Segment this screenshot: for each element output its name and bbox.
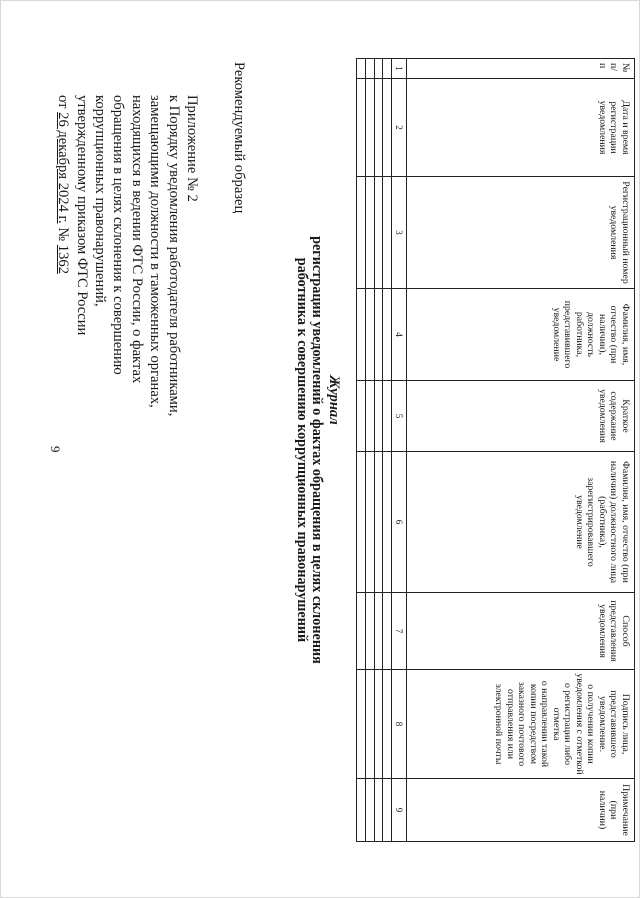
page-number: 9 xyxy=(48,446,63,453)
table-cell xyxy=(383,381,392,452)
table-cell xyxy=(357,779,366,842)
column-header: Способ представления уведомления xyxy=(407,593,635,670)
table-row xyxy=(383,59,392,842)
table-cell xyxy=(374,452,383,593)
header-line: Приложение № 2 xyxy=(184,95,200,202)
table-cell xyxy=(383,593,392,670)
header-line: обращения в целях склонения к совершению xyxy=(110,95,127,375)
column-header-part: о регистрации либо отметка xyxy=(551,682,574,766)
table-cell xyxy=(374,177,383,289)
table-row xyxy=(365,59,374,842)
table-cell xyxy=(374,593,383,670)
column-header-part: о направлении такой копии посредством заказного почтового отправления или электронной почты xyxy=(493,680,551,768)
column-number: 9 xyxy=(392,779,407,842)
table-cell xyxy=(383,289,392,381)
column-number-row xyxy=(392,59,407,842)
table-row xyxy=(374,59,383,842)
table-cell xyxy=(383,670,392,779)
table-cell xyxy=(365,452,374,593)
column-header-part: о получении копии уведомления с отметкой xyxy=(574,673,597,775)
table-cell xyxy=(383,452,392,593)
table-cell xyxy=(357,593,366,670)
number-prefix: № xyxy=(55,227,72,242)
column-header: Дата и время регистрации уведомления xyxy=(407,79,635,177)
header-line: утвержденному приказом ФТС России xyxy=(73,95,90,336)
table-cell xyxy=(357,59,366,79)
column-header-signature xyxy=(407,670,635,779)
column-number: 4 xyxy=(392,289,407,381)
table-cell xyxy=(365,670,374,779)
table-cell xyxy=(365,593,374,670)
journal-subtitle xyxy=(294,200,324,700)
header-line: к Порядку уведомления работодателя работниками, xyxy=(165,95,182,417)
column-number: 5 xyxy=(392,381,407,452)
table-cell xyxy=(374,381,383,452)
column-number: 2 xyxy=(392,79,407,177)
table-cell xyxy=(357,177,366,289)
header-line: находящихся в ведении ФТС России, о фактах xyxy=(128,95,145,384)
column-number: 7 xyxy=(392,593,407,670)
table-cell xyxy=(374,59,383,79)
journal-title: Журнал xyxy=(326,375,342,425)
table-cell xyxy=(365,779,374,842)
header-line: коррупционных правонарушений, xyxy=(91,95,108,307)
column-header: № п/п xyxy=(407,59,635,79)
column-number: 8 xyxy=(392,670,407,779)
subtitle-line: регистрации уведомлений о фактах обращения в целях склонения xyxy=(309,236,325,664)
table-cell xyxy=(383,79,392,177)
table-cell xyxy=(357,79,366,177)
column-header: Примечание (при наличии) xyxy=(407,779,635,842)
order-number: 1362 xyxy=(55,244,72,274)
table-cell xyxy=(357,381,366,452)
order-date-line xyxy=(54,95,72,415)
table-cell xyxy=(365,79,374,177)
table-cell xyxy=(357,289,366,381)
table-cell xyxy=(365,177,374,289)
table-cell xyxy=(365,381,374,452)
table-cell xyxy=(365,59,374,79)
table-cell xyxy=(383,779,392,842)
column-header: Регистрационный номер уведомления xyxy=(407,177,635,289)
table-cell xyxy=(374,779,383,842)
table-cell xyxy=(383,59,392,79)
table-cell xyxy=(374,289,383,381)
column-header-part: Подпись лица, представившего уведомление. xyxy=(597,690,631,758)
column-number: 3 xyxy=(392,177,407,289)
subtitle-line: работника к совершению коррупционных правонарушений xyxy=(294,257,310,643)
table-header-row xyxy=(407,59,635,842)
column-header: Краткое содержание уведомления xyxy=(407,381,635,452)
order-date: 26 декабря 2024 г. xyxy=(55,112,72,224)
date-prefix: от xyxy=(55,95,72,109)
sample-label: Рекомендуемый образец xyxy=(231,62,247,214)
table-cell xyxy=(383,177,392,289)
register-table xyxy=(356,58,635,842)
header-line: замещающими должности в таможенных органах, xyxy=(147,95,164,408)
column-header: Фамилия, имя, отчество (при наличии) должностного лица (работника), зарегистрировавшего уведомление xyxy=(407,452,635,593)
column-header: Фамилия, имя, отчество (при наличии), должность работника, представившего уведомление xyxy=(407,289,635,381)
table-cell xyxy=(374,670,383,779)
table-cell xyxy=(365,289,374,381)
table-row xyxy=(357,59,366,842)
column-number: 1 xyxy=(392,59,407,79)
table-cell xyxy=(374,79,383,177)
column-number: 6 xyxy=(392,452,407,593)
table-cell xyxy=(357,670,366,779)
table-cell xyxy=(357,452,366,593)
appendix-header xyxy=(54,95,201,415)
